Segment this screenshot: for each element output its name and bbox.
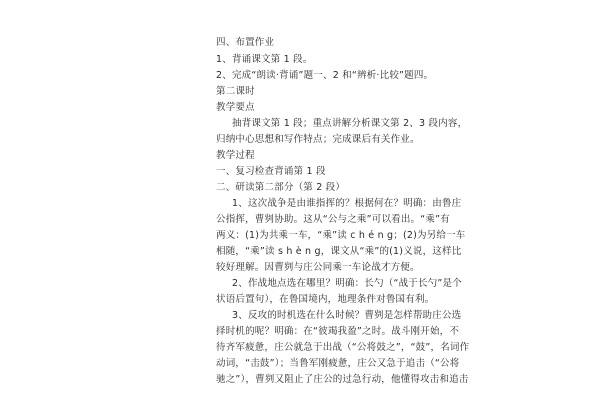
question-3-line-4: 动词，“击鼓”）；当鲁军刚疲惫，庄公又急于追击（“公将 [216, 358, 460, 369]
homework-item-2: 2、完成“朗读·背诵”题一、2 和“辨析·比较”题四。 [216, 70, 434, 81]
question-3-line-3: 待齐军疲惫，庄公就急于出战（“公将鼓之”，“鼓”，名词作 [216, 342, 470, 353]
question-2-line-1: 2、作战地点选在哪里？明确：长勺（“战于长勺”是个 [232, 278, 462, 289]
question-1-line-1: 1、这次战争是由谁指挥的？根据何在？明确：由鲁庄 [232, 198, 462, 209]
question-3-line-5: 驰之”），曹刿又阻止了庄公的过急行动，他懂得攻击和追击 [216, 374, 469, 385]
lesson-title-second-period: 第二课时 [216, 86, 255, 97]
teaching-points-line-2: 归纳中心思想和写作特点；完成课后有关作业。 [216, 134, 420, 145]
process-step-2: 二、研读第二部分（第 2 段） [216, 182, 346, 193]
homework-item-1: 1、背诵课文第 1 段。 [216, 54, 313, 65]
question-3-line-2: 择时机的呢？明确：在“彼竭我盈”之时。战斗刚开始，不 [216, 326, 460, 337]
process-step-1: 一、复习检查背诵第 1 段 [216, 166, 326, 177]
question-3-line-1: 3、反攻的时机选在什么时候？曹刿是怎样帮助庄公选 [232, 310, 462, 321]
question-1-line-4: 相随，“乘”读 s h è n g，课文从“乘”的(1)义说，这样比 [216, 246, 462, 257]
question-1-line-3: 两义：(1)为共乘一车，“乘”读 c h é n g；(2)为另给一车 [216, 230, 466, 241]
question-1-line-5: 较好理解。因曹刿与庄公同乘一车论战才方便。 [216, 262, 420, 273]
question-2-line-2: 状语后置句），在鲁国境内，地理条件对鲁国有利。 [216, 294, 435, 305]
section-heading-teaching-process: 教学过程 [216, 150, 255, 161]
teaching-points-line-1: 抽背课文第 1 段；重点讲解分析课文第 2、3 段内容， [232, 118, 468, 129]
section-heading-teaching-points: 教学要点 [216, 102, 255, 113]
question-1-line-2: 公指挥，曹刿协助。这从“公与之乘”可以看出。“乘”有 [216, 214, 450, 225]
section-heading-assign-homework: 四、布置作业 [216, 37, 275, 48]
